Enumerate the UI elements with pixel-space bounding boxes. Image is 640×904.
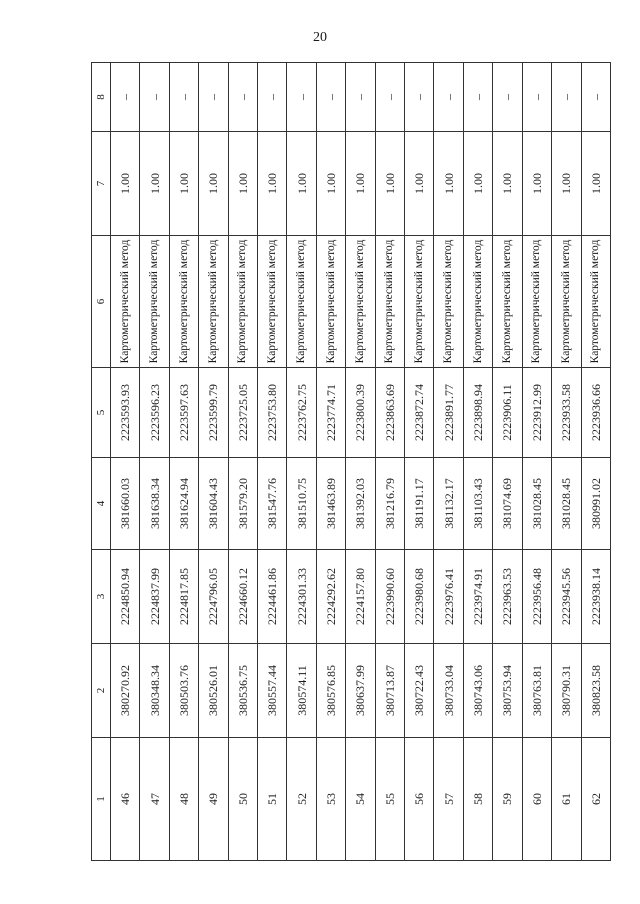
- table-row: [111, 63, 140, 861]
- table-cell-col-4: 381392.03: [346, 458, 375, 550]
- table-cell-col-2: 380576.85: [316, 644, 345, 738]
- table-cell-col-4: 381510.75: [287, 458, 316, 550]
- table-cell-col-3: 2224157.80: [346, 550, 375, 644]
- column-header-2: 2: [92, 644, 111, 738]
- table-cell-col-7: 1.00: [111, 132, 140, 236]
- table-cell-col-8: –: [140, 63, 169, 132]
- table-cell-col-1: 58: [463, 738, 492, 861]
- table-row: [316, 63, 345, 861]
- table-row: [140, 63, 169, 861]
- table-cell-col-5: 2223872.74: [405, 368, 434, 458]
- table-cell-col-8: –: [111, 63, 140, 132]
- table-cell-col-1: 60: [522, 738, 551, 861]
- table-cell-col-8: –: [493, 63, 522, 132]
- table-cell-col-6: Картометрический метод: [111, 236, 140, 368]
- table-cell-col-7: 1.00: [405, 132, 434, 236]
- table-cell-col-3: 2224660.12: [228, 550, 257, 644]
- table-row: [228, 63, 257, 861]
- table-cell-col-4: 381191.17: [405, 458, 434, 550]
- table-cell-col-8: –: [228, 63, 257, 132]
- table-cell-col-8: –: [552, 63, 581, 132]
- column-header-7: 7: [92, 132, 111, 236]
- table-cell-col-5: 2223596.23: [140, 368, 169, 458]
- column-header-3: 3: [92, 550, 111, 644]
- table-cell-col-7: 1.00: [199, 132, 228, 236]
- table-cell-col-5: 2223936.66: [581, 368, 611, 458]
- table-cell-col-4: 381074.69: [493, 458, 522, 550]
- table-row: [493, 63, 522, 861]
- table-cell-col-4: 381028.45: [552, 458, 581, 550]
- table-cell-col-5: 2223891.77: [434, 368, 463, 458]
- table-cell-col-5: 2223774.71: [316, 368, 345, 458]
- table-cell-col-8: –: [434, 63, 463, 132]
- table-row: [434, 63, 463, 861]
- table-row: [258, 63, 287, 861]
- table-cell-col-2: 380763.81: [522, 644, 551, 738]
- table-cell-col-2: 380348.34: [140, 644, 169, 738]
- table-row: [375, 63, 404, 861]
- column-header-8: 8: [92, 63, 111, 132]
- table-cell-col-2: 380574.11: [287, 644, 316, 738]
- table-cell-col-4: 381579.20: [228, 458, 257, 550]
- table-cell-col-7: 1.00: [522, 132, 551, 236]
- table-cell-col-7: 1.00: [552, 132, 581, 236]
- table-cell-col-7: 1.00: [493, 132, 522, 236]
- table-cell-col-2: 380557.44: [258, 644, 287, 738]
- table-cell-col-2: 380733.04: [434, 644, 463, 738]
- table-cell-col-2: 380270.92: [111, 644, 140, 738]
- table-cell-col-6: Картометрический метод: [552, 236, 581, 368]
- table-cell-col-6: Картометрический метод: [375, 236, 404, 368]
- table-cell-col-5: 2223898.94: [463, 368, 492, 458]
- table-cell-col-4: 381604.43: [199, 458, 228, 550]
- table-cell-col-2: 380536.75: [228, 644, 257, 738]
- table-cell-col-3: 2223990.60: [375, 550, 404, 644]
- page-number: 20: [313, 30, 327, 45]
- table-cell-col-4: 381638.34: [140, 458, 169, 550]
- table-cell-col-6: Картометрический метод: [199, 236, 228, 368]
- table-cell-col-3: 2224850.94: [111, 550, 140, 644]
- table-cell-col-6: Картометрический метод: [434, 236, 463, 368]
- column-header-1: 1: [92, 738, 111, 861]
- table-cell-col-5: 2223800.39: [346, 368, 375, 458]
- table-cell-col-4: 381028.45: [522, 458, 551, 550]
- table-row: [522, 63, 551, 861]
- table-cell-col-1: 51: [258, 738, 287, 861]
- table-cell-col-1: 53: [316, 738, 345, 861]
- table-cell-col-3: 2223956.48: [522, 550, 551, 644]
- table-cell-col-7: 1.00: [228, 132, 257, 236]
- table-body: [111, 63, 611, 861]
- table-cell-col-6: Картометрический метод: [287, 236, 316, 368]
- table-cell-col-1: 54: [346, 738, 375, 861]
- table-cell-col-1: 59: [493, 738, 522, 861]
- table-cell-col-7: 1.00: [316, 132, 345, 236]
- table-cell-col-2: 380526.01: [199, 644, 228, 738]
- table-cell-col-1: 52: [287, 738, 316, 861]
- table-cell-col-7: 1.00: [581, 132, 611, 236]
- table-cell-col-7: 1.00: [169, 132, 198, 236]
- table-cell-col-5: 2223597.63: [169, 368, 198, 458]
- coordinates-table-rotated: [91, 63, 611, 861]
- table-cell-col-7: 1.00: [258, 132, 287, 236]
- table-cell-col-4: 381624.94: [169, 458, 198, 550]
- table-cell-col-7: 1.00: [463, 132, 492, 236]
- table-cell-col-6: Картометрический метод: [346, 236, 375, 368]
- table-cell-col-8: –: [463, 63, 492, 132]
- table-cell-col-5: 2223762.75: [287, 368, 316, 458]
- table-cell-col-1: 46: [111, 738, 140, 861]
- table-row: [346, 63, 375, 861]
- table-cell-col-5: 2223912.99: [522, 368, 551, 458]
- column-header-6: 6: [92, 236, 111, 368]
- column-header-5: 5: [92, 368, 111, 458]
- table-cell-col-2: 380637.99: [346, 644, 375, 738]
- table-row: [581, 63, 611, 861]
- table-cell-col-6: Картометрический метод: [258, 236, 287, 368]
- table-cell-col-3: 2223980.68: [405, 550, 434, 644]
- table-cell-col-7: 1.00: [346, 132, 375, 236]
- table-cell-col-1: 50: [228, 738, 257, 861]
- table-cell-col-8: –: [258, 63, 287, 132]
- table-cell-col-4: 381216.79: [375, 458, 404, 550]
- table-cell-col-2: 380743.06: [463, 644, 492, 738]
- table-cell-col-3: 2223976.41: [434, 550, 463, 644]
- table-cell-col-6: Картометрический метод: [405, 236, 434, 368]
- table-cell-col-1: 48: [169, 738, 198, 861]
- table-cell-col-6: Картометрический метод: [228, 236, 257, 368]
- table-cell-col-1: 57: [434, 738, 463, 861]
- column-header-4: 4: [92, 458, 111, 550]
- table-cell-col-7: 1.00: [375, 132, 404, 236]
- table-cell-col-5: 2223906.11: [493, 368, 522, 458]
- table-cell-col-1: 62: [581, 738, 611, 861]
- table-cell-col-8: –: [581, 63, 611, 132]
- table-cell-col-5: 2223753.80: [258, 368, 287, 458]
- table-cell-col-2: 380722.43: [405, 644, 434, 738]
- table-row: [199, 63, 228, 861]
- table-cell-col-4: 381660.03: [111, 458, 140, 550]
- table-cell-col-8: –: [405, 63, 434, 132]
- table-header-row: [92, 63, 111, 861]
- table-cell-col-1: 47: [140, 738, 169, 861]
- coordinates-table: [91, 62, 611, 861]
- table-cell-col-4: 381463.89: [316, 458, 345, 550]
- table-cell-col-5: 2223599.79: [199, 368, 228, 458]
- table-cell-col-2: 380790.31: [552, 644, 581, 738]
- table-row: [405, 63, 434, 861]
- table-cell-col-6: Картометрический метод: [169, 236, 198, 368]
- table-cell-col-2: 380823.58: [581, 644, 611, 738]
- table-cell-col-5: 2223863.69: [375, 368, 404, 458]
- table-cell-col-3: 2224292.62: [316, 550, 345, 644]
- table-cell-col-3: 2223938.14: [581, 550, 611, 644]
- table-row: [463, 63, 492, 861]
- table-cell-col-3: 2223963.53: [493, 550, 522, 644]
- table-cell-col-6: Картометрический метод: [140, 236, 169, 368]
- table-row: [552, 63, 581, 861]
- table-cell-col-3: 2223974.91: [463, 550, 492, 644]
- table-cell-col-8: –: [316, 63, 345, 132]
- table-cell-col-5: 2223593.93: [111, 368, 140, 458]
- table-cell-col-6: Картометрический метод: [581, 236, 611, 368]
- table-cell-col-6: Картометрический метод: [316, 236, 345, 368]
- table-cell-col-1: 61: [552, 738, 581, 861]
- table-cell-col-7: 1.00: [434, 132, 463, 236]
- table-cell-col-3: 2224796.05: [199, 550, 228, 644]
- table-cell-col-8: –: [199, 63, 228, 132]
- table-cell-col-1: 49: [199, 738, 228, 861]
- table-cell-col-8: –: [375, 63, 404, 132]
- table-cell-col-4: 381547.76: [258, 458, 287, 550]
- table-cell-col-1: 55: [375, 738, 404, 861]
- table-cell-col-5: 2223725.05: [228, 368, 257, 458]
- table-cell-col-3: 2223945.56: [552, 550, 581, 644]
- table-cell-col-7: 1.00: [287, 132, 316, 236]
- table-cell-col-7: 1.00: [140, 132, 169, 236]
- table-cell-col-3: 2224461.86: [258, 550, 287, 644]
- table-cell-col-1: 56: [405, 738, 434, 861]
- table-cell-col-8: –: [287, 63, 316, 132]
- table-row: [287, 63, 316, 861]
- table-cell-col-2: 380753.94: [493, 644, 522, 738]
- table-cell-col-8: –: [522, 63, 551, 132]
- table-cell-col-5: 2223933.58: [552, 368, 581, 458]
- table-cell-col-8: –: [169, 63, 198, 132]
- table-cell-col-3: 2224301.33: [287, 550, 316, 644]
- table-cell-col-6: Картометрический метод: [493, 236, 522, 368]
- table-cell-col-4: 380991.02: [581, 458, 611, 550]
- table-cell-col-4: 381132.17: [434, 458, 463, 550]
- table-cell-col-6: Картометрический метод: [522, 236, 551, 368]
- table-cell-col-4: 381103.43: [463, 458, 492, 550]
- table-row: [169, 63, 198, 861]
- table-cell-col-8: –: [346, 63, 375, 132]
- table-cell-col-2: 380503.76: [169, 644, 198, 738]
- table-cell-col-3: 2224817.85: [169, 550, 198, 644]
- table-cell-col-6: Картометрический метод: [463, 236, 492, 368]
- table-cell-col-2: 380713.87: [375, 644, 404, 738]
- table-cell-col-3: 2224837.99: [140, 550, 169, 644]
